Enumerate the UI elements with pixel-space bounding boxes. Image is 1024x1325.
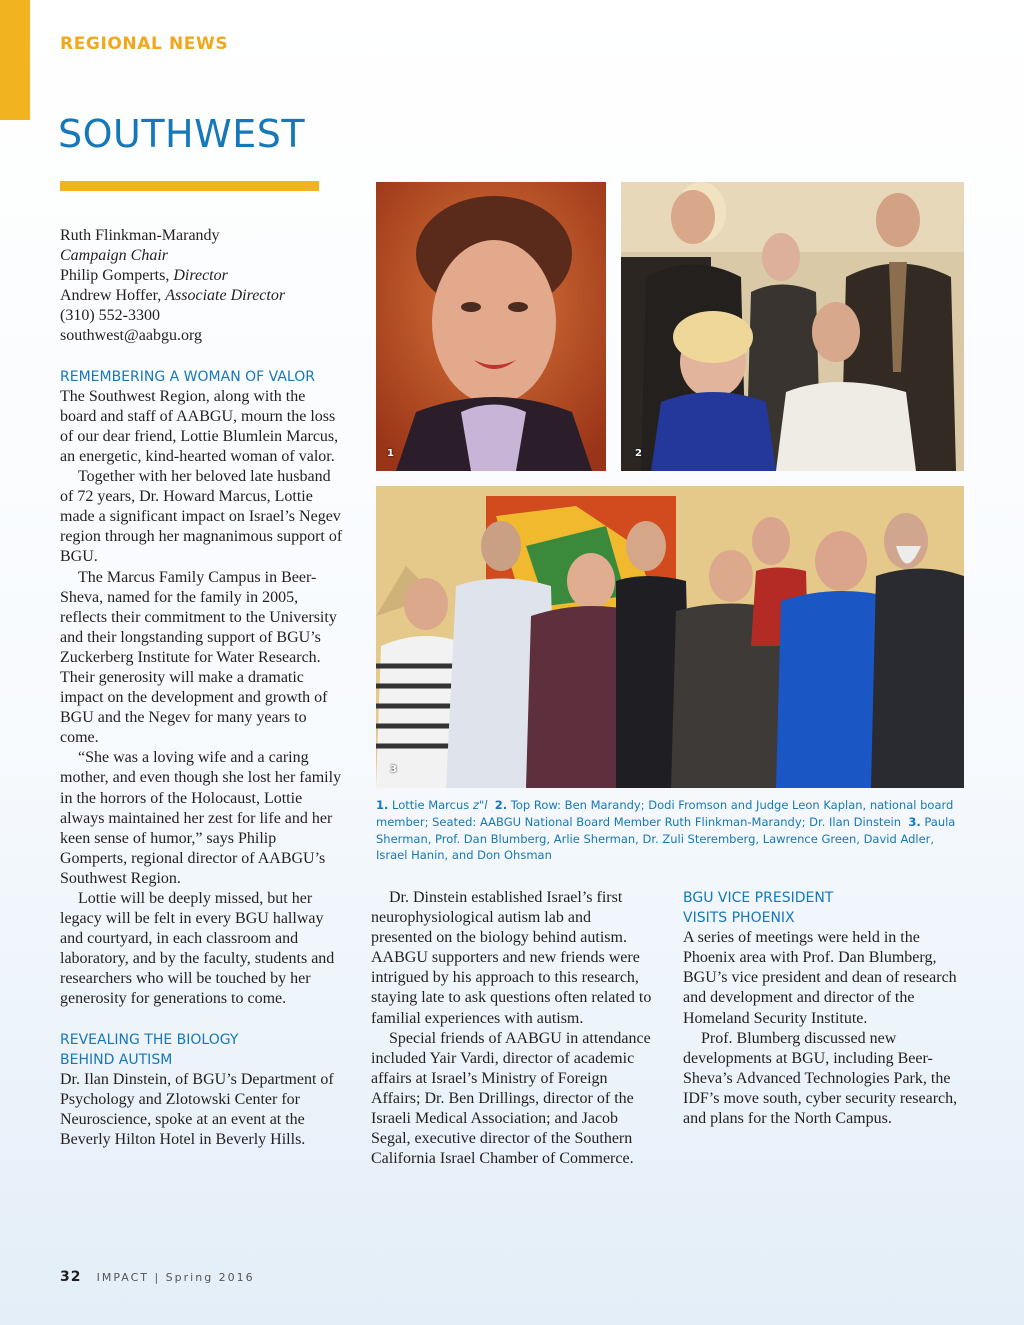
middle-column <box>371 888 656 1169</box>
article1-heading: REMEMBERING A WOMAN OF VALOR <box>60 368 315 385</box>
right-column <box>683 888 968 1129</box>
photo-number: 1 <box>387 448 394 459</box>
photo-caption: 1. Lottie Marcus z"l 2. Top Row: Ben Marandy; Dodi Fromson and Judge Leon Kaplan, national board member; Seated: AABGU National Board Member Ruth Flinkman-Marandy; Dr. Ilan Dinstein 3. Paula Sherman, Prof. Dan Blumberg, Arlie Sherman, Dr. Zuli Steremberg, Lawrence Green, David Adler, Israel Hanin, and Don Ohsman <box>376 798 956 863</box>
left-column <box>60 226 345 1150</box>
director-line: Philip Gomperts, Director <box>60 267 228 285</box>
article1-paragraph: Together with her beloved late husband of 72 years, Dr. Howard Marcus, Lottie made a significant impact on Israel’s Negev region through her magnanimous support of BGU. <box>60 468 343 566</box>
article2-paragraph: Special friends of AABGU in attendance included Yair Vardi, director of academic affairs at Israel’s Ministry of Foreign Affairs; Dr. Ben Drillings, director of the Israeli Medical Association; and Jacob Segal, executive director of the Southern California Israel Chamber of Commerce. <box>371 1029 651 1168</box>
article3-heading: BGU VICE PRESIDENT VISITS PHOENIX <box>683 890 834 927</box>
chair-role: Campaign Chair <box>60 247 169 265</box>
photo-number: 2 <box>635 448 642 459</box>
magazine-issue: IMPACT | Spring 2016 <box>96 1271 255 1284</box>
article1-paragraph: The Marcus Family Campus in Beer-Sheva, named for the family in 2005, reflects their commitment to the University and their longstanding support of BGU’s Zuckerberg Institute for Water Research. Their generosity will make a dramatic impact on the development and growth of BGU and the Negev for many years to come. <box>60 568 337 747</box>
article2-paragraph: Dr. Ilan Dinstein, of BGU’s Department of Psychology and Zlotowski Center for Neuroscience, spoke at an event at the Beverly Hilton Hotel in Beverly Hills. <box>60 1070 334 1149</box>
article2-heading: REVEALING THE BIOLOGY BEHIND AUTISM <box>60 1031 239 1068</box>
photo-group-three <box>376 486 964 788</box>
assoc-director-line: Andrew Hoffer, Associate Director <box>60 287 286 305</box>
page-number: 32 <box>60 1269 82 1285</box>
article3-paragraph: A series of meetings were held in the Phoenix area with Prof. Dan Blumberg, BGU’s vice president and dean of research and development and director of the Homeland Security Institute. <box>683 929 957 1027</box>
title-rule <box>60 181 319 191</box>
section-kicker: REGIONAL NEWS <box>60 34 229 54</box>
photo-number: 3 <box>390 764 397 775</box>
article2-paragraph: Dr. Dinstein established Israel’s first neurophysiological autism lab and presented on the biology behind autism. AABGU supporters and new friends were intrigued by his approach to this research, staying late to ask questions often related to familial experiences with autism. <box>371 889 652 1027</box>
page-footer <box>60 1266 255 1285</box>
phone-number: (310) 552-3300 <box>60 307 160 325</box>
photo-group-two <box>621 182 964 471</box>
article1-paragraph: Lottie will be deeply missed, but her legacy will be felt in every BGU hallway and courtyard, in each classroom and laboratory, and by the faculty, students and researchers who will be touched by her generosity for generations to come. <box>60 890 335 1008</box>
gold-accent-tab <box>0 0 30 120</box>
page-title: SOUTHWEST <box>58 112 306 156</box>
article3-paragraph: Prof. Blumberg discussed new developments at BGU, including Beer-Sheva’s Advanced Technologies Park, the IDF’s move south, cyber security research, and plans for the North Campus. <box>683 1029 958 1128</box>
chair-name: Ruth Flinkman-Marandy <box>60 227 220 244</box>
article1-paragraph: The Southwest Region, along with the board and staff of AABGU, mourn the loss of our dear friend, Lottie Blumlein Marcus, an energetic, kind-hearted woman of valor. <box>60 387 339 465</box>
photo-lottie-marcus <box>376 182 606 471</box>
email-address[interactable]: southwest@aabgu.org <box>60 327 202 345</box>
article1-paragraph: “She was a loving wife and a caring mother, and even though she lost her family in the horrors of the Holocaust, Lottie always maintained her zest for life and her keen sense of humor,” says Philip Gomperts, regional director of AABGU’s Southwest Region. <box>60 749 342 887</box>
